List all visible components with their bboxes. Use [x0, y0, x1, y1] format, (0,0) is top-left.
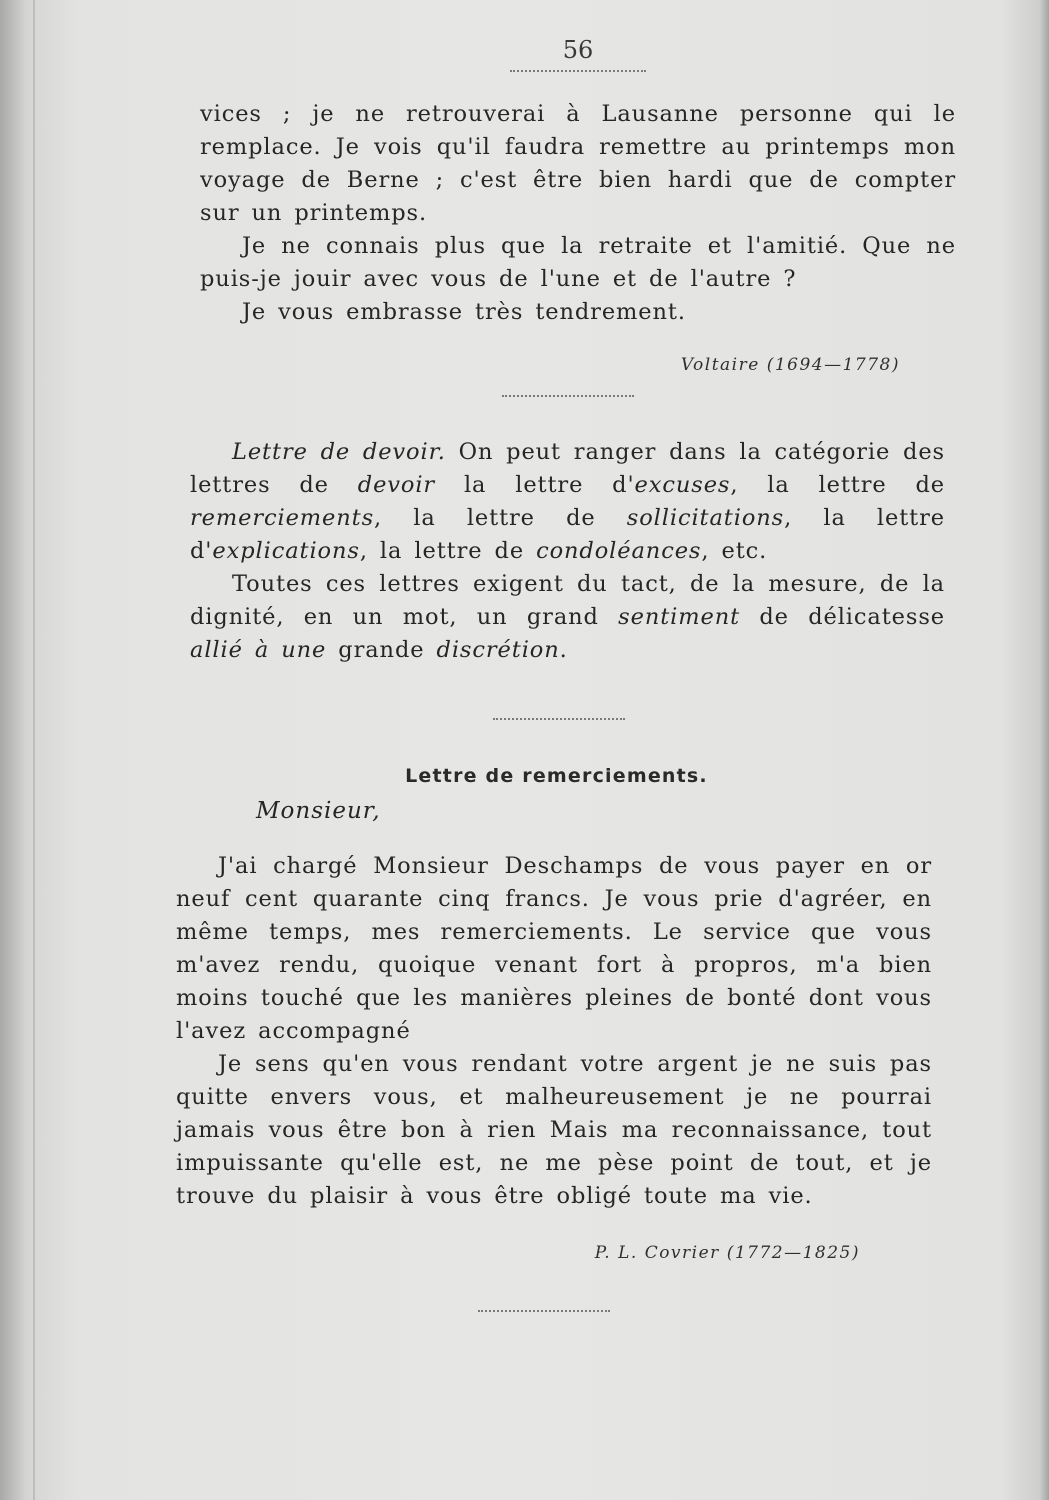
- section-divider: [493, 718, 625, 720]
- paragraph: Je ne connais plus que la retraite et l'amitié. Que ne puis-je jouir avec vous de l'une et de l'autre ?: [200, 233, 956, 292]
- page-number: 56: [562, 36, 594, 64]
- letter-salutation: Monsieur,: [256, 798, 381, 824]
- paragraph: Toutes ces lettres exigent du tact, de la mesure, de la dignité, en un mot, un grand sentiment de délicatesse allié à une grande discrétion.: [190, 571, 945, 663]
- paragraph: J'ai chargé Monsieur Deschamps de vous payer en or neuf cent quarante cinq francs. Je vous prie d'agréer, en même temps, mes remerciements. Le service que vous m'avez rendu, quoique venant fort à propros, m'a bien moins touché que les manières pleines de bonté dont vous l'avez accompagné: [176, 853, 932, 1044]
- page-binding-shadow: [0, 0, 24, 1500]
- paragraph: vices ; je ne retrouverai à Lausanne personne qui le remplace. Je vois qu'il faudra remettre au printemps mon voyage de Berne ; c'est être bien hardi que de compter sur un printemps.: [200, 101, 956, 226]
- page-fold-line: [33, 0, 35, 1500]
- covrier-signature: P. L. Covrier (1772—1825): [594, 1243, 860, 1263]
- voltaire-signature: Voltaire (1694—1778): [680, 355, 900, 375]
- paragraph: Je sens qu'en vous rendant votre argent je ne suis pas quitte envers vous, et malheureusement je ne pourrai jamais vous être bon à rien Mais ma reconnaissance, tout impuissante qu'elle est, ne me pèse point de tout, et je trouve du plaisir à vous être obligé toute ma vie.: [176, 1051, 932, 1209]
- paragraph: Lettre de devoir. On peut ranger dans la catégorie des lettres de devoir la lettre d'excuses, la lettre de remerciements, la lettre de sollicitations, la lettre d'explications, la lettre de condoléances, etc.: [190, 439, 946, 564]
- page-number-rule: [510, 70, 646, 72]
- letter-heading: Lettre de remerciements.: [405, 765, 708, 787]
- section-divider: [502, 395, 634, 397]
- paragraph: Je vous embrasse très tendrement.: [242, 299, 686, 325]
- page-edge-shadow: [1039, 0, 1049, 1500]
- remerciements-letter-body: [176, 850, 932, 1213]
- voltaire-letter-body: [200, 98, 956, 329]
- section-divider: [478, 1310, 610, 1312]
- lettre-de-devoir-section: [190, 436, 945, 667]
- section-label: Lettre de devoir.: [232, 439, 446, 465]
